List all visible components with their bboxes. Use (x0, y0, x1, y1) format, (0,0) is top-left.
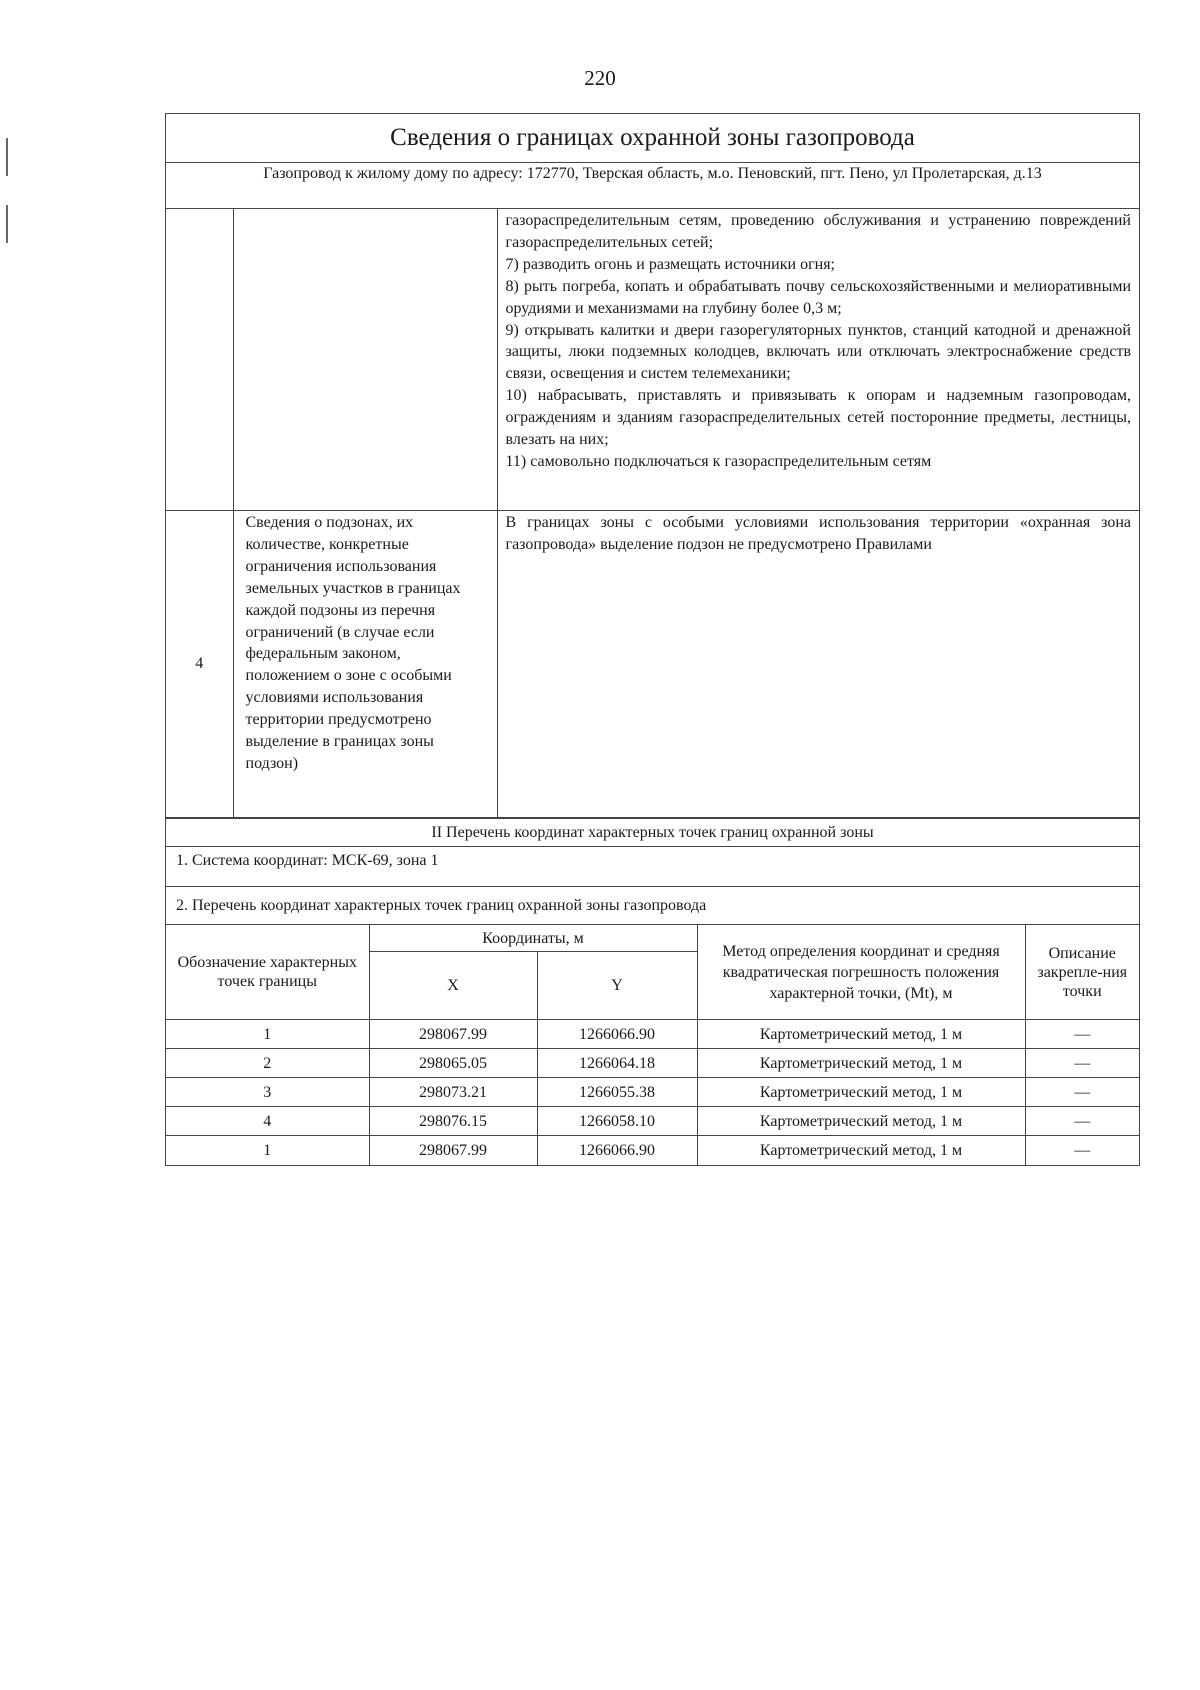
coord-system: 1. Система координат: МСК-69, зона 1 (166, 847, 1139, 887)
point-method: Картометрический метод, 1 м (697, 1020, 1025, 1049)
gas-pipeline-address: Газопровод к жилому дому по адресу: 172770, Тверская область, м.о. Пеновский, пгт. Пено, ул Пролетарская, д.13 (166, 163, 1139, 209)
empty-label-cell (233, 209, 497, 511)
restriction-item: 9) открывать калитки и двери газорегуляторных пунктов, станций катодной и дренажной защиты, люки подземных колодцев, включать или отключать электроснабжение средств связи, освещения и систем телемеханики; (505, 321, 1131, 383)
section-ii-title: II Перечень координат характерных точек границ охранной зоны (166, 818, 1139, 847)
point-number: 2 (166, 1049, 369, 1078)
point-number: 1 (166, 1136, 369, 1165)
point-method: Картометрический метод, 1 м (697, 1136, 1025, 1165)
point-method: Картометрический метод, 1 м (697, 1107, 1025, 1136)
restrictions-row (166, 209, 1139, 511)
header-method (697, 925, 1025, 1020)
coord-row (166, 1136, 1139, 1165)
coord-list-title: 2. Перечень координат характерных точек границ охранной зоны газопровода (166, 887, 1139, 925)
point-number: 1 (166, 1020, 369, 1049)
point-x: 298073.21 (369, 1078, 537, 1107)
point-method: Картометрический метод, 1 м (697, 1049, 1025, 1078)
restriction-item: 8) рыть погреба, копать и обрабатывать почву сельскохозяйственными и мелиоративными орудиями и механизмами на глубину более 0,3 м; (505, 277, 1131, 317)
point-y: 1266066.90 (537, 1020, 697, 1049)
coord-row (166, 1020, 1139, 1049)
coord-row (166, 1049, 1139, 1078)
zone-info-document (165, 113, 1140, 1166)
restriction-item: 7) разводить огонь и размещать источники огня; (505, 255, 835, 273)
point-x: 298067.99 (369, 1020, 537, 1049)
document-title: Сведения о границах охранной зоны газопровода (166, 114, 1139, 163)
point-x: 298076.15 (369, 1107, 537, 1136)
point-description: — (1025, 1020, 1139, 1049)
point-y: 1266066.90 (537, 1136, 697, 1165)
scan-margin-mark (6, 138, 8, 176)
point-number: 3 (166, 1078, 369, 1107)
page-number: 220 (584, 66, 616, 90)
restriction-item: 11) самовольно подключаться к газораспределительным сетям (505, 452, 932, 470)
header-x: X (369, 952, 537, 1020)
coordinates-table (166, 925, 1139, 1165)
subzones-value: В границах зоны с особыми условиями использования территории «охранная зона газопровода» выделение подзон не предусмотрено Правилами (497, 511, 1139, 818)
header-description: Описание закрепле-ния точки (1025, 925, 1139, 1020)
point-x: 298065.05 (369, 1049, 537, 1078)
coord-row (166, 1107, 1139, 1136)
row-number: 4 (166, 511, 233, 818)
point-number: 4 (166, 1107, 369, 1136)
point-method: Картометрический метод, 1 м (697, 1078, 1025, 1107)
point-y: 1266055.38 (537, 1078, 697, 1107)
zone-info-table (166, 209, 1139, 818)
subzones-row (166, 511, 1139, 818)
point-y: 1266064.18 (537, 1049, 697, 1078)
header-coordinates: Координаты, м (369, 925, 697, 952)
subzones-label: Сведения о подзонах, их количестве, конкретные ограничения использования земельных участков в границах каждой подзоны из перечня ограничений (в случае если федеральным законом, положением о зоне с особыми условиями использования территории предусмотрено выделение в границах зоны подзон) (233, 511, 497, 818)
header-designation: Обозначение характерных точек границы (166, 925, 369, 1020)
point-x: 298067.99 (369, 1136, 537, 1165)
point-description: — (1025, 1049, 1139, 1078)
header-y: Y (537, 952, 697, 1020)
coords-header-row (166, 925, 1139, 952)
point-description: — (1025, 1107, 1139, 1136)
scan-margin-mark (6, 205, 8, 243)
coord-row (166, 1078, 1139, 1107)
point-description: — (1025, 1136, 1139, 1165)
empty-number-cell (166, 209, 233, 511)
restrictions-cell (497, 209, 1139, 511)
point-description: — (1025, 1078, 1139, 1107)
header-method-text: Метод определения координат и средняя квадратическая погрешность положения характерной точки, (Mt), м (722, 942, 1000, 1002)
restriction-item: 10) набрасывать, приставлять и привязывать к опорам и надземным газопроводам, ограждениям и зданиям газораспределительных сетей посторонние предметы, лестницы, влезать на них; (505, 387, 1131, 449)
restriction-item: газораспределительным сетям, проведению обслуживания и устранению повреждений газораспределительных сетей; (505, 212, 1131, 251)
point-y: 1266058.10 (537, 1107, 697, 1136)
